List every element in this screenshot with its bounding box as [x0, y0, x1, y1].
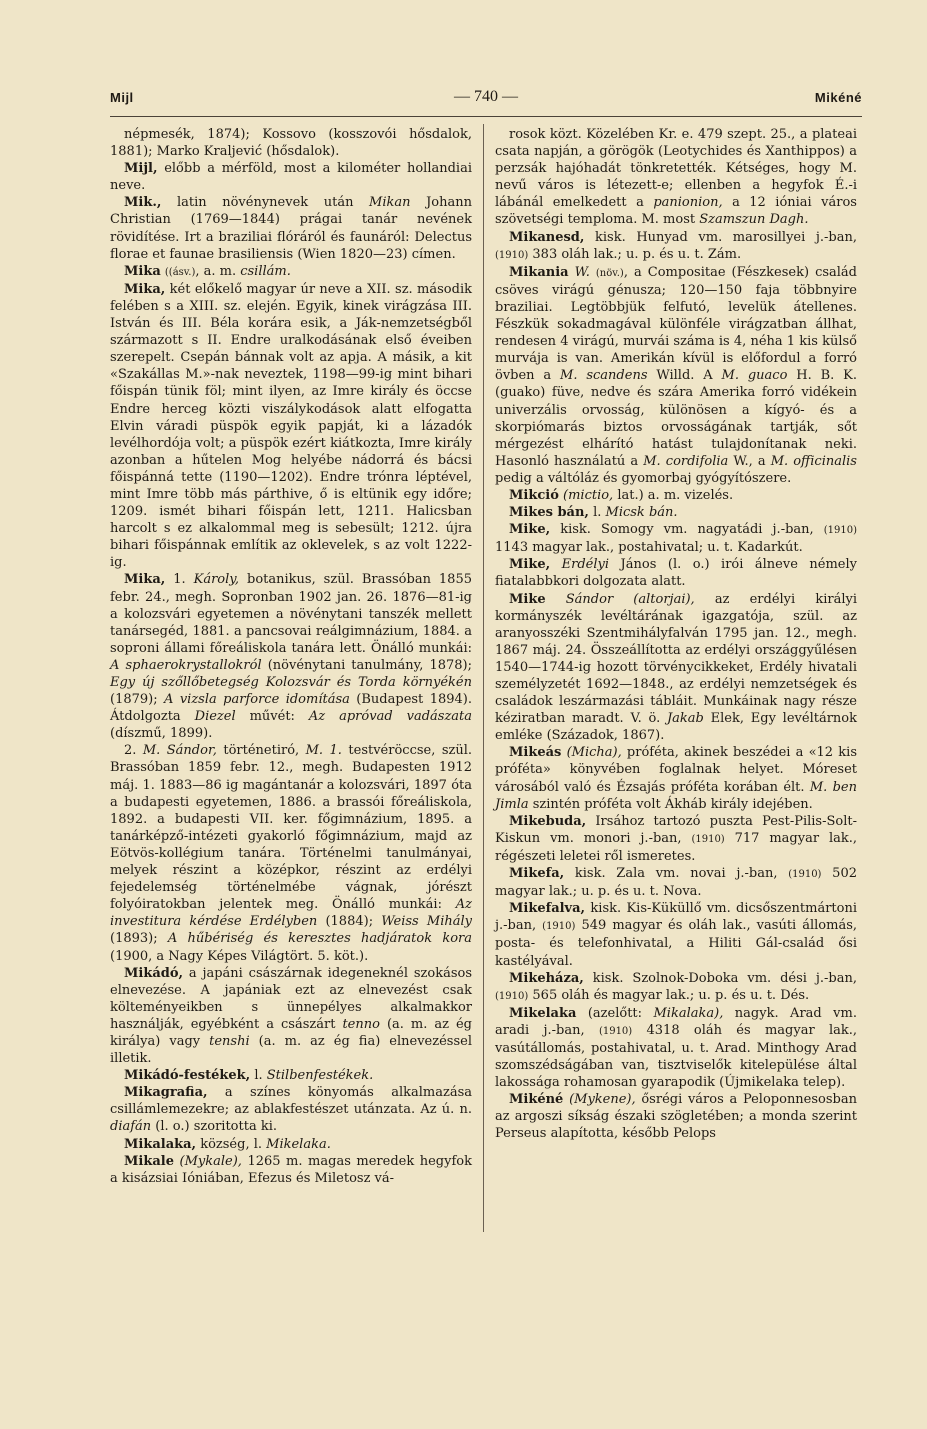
entry-text: (1900, a Nagy Képes Világtört. 5. köt.). — [110, 948, 369, 964]
right-column — [495, 126, 857, 1143]
entry-text: 383 oláh lak.; u. p. és u. t. Zám. — [528, 246, 742, 262]
entry-italic-text: Károly, — [193, 572, 240, 588]
entry-text: l. — [250, 1068, 267, 1084]
entry-text: 502 magyar lak.; u. p. és u. t. Nova. — [495, 866, 857, 900]
entry-text: kisk. Kis-Küküllő vm. dicsőszentmártoni j.-ban, — [495, 901, 857, 934]
entry-headword: Mikagrafia, — [124, 1085, 208, 1101]
entry-text: Elek, Egy levéltárnok emléke (Századok, 1867). — [495, 711, 857, 744]
entry-italic-text: Egy új szőllőbetegség Kolozsvár és Torda környékén — [110, 675, 472, 690]
dictionary-entry — [495, 1005, 857, 1091]
entry-text: pedig a váltóláz és gyomorbaj gyógyítószere. — [495, 470, 792, 486]
entry-text: 2. — [124, 743, 143, 759]
entry-headword: Mijl, — [124, 161, 158, 177]
entry-text: (a. m. az ég fia) elnevezéssel illetik. — [110, 1033, 472, 1067]
entry-text: (1884); — [317, 914, 382, 930]
entry-small-text: (növ.) — [595, 267, 624, 279]
entry-headword: Mikefalva, — [509, 901, 586, 917]
entry-text — [550, 557, 562, 572]
dictionary-entry — [495, 744, 857, 812]
entry-small-text: (1910) — [823, 525, 857, 537]
entry-small-text: (1910) — [691, 833, 725, 845]
entry-small-text: (1910) — [788, 869, 822, 881]
dictionary-entry — [495, 126, 857, 229]
dictionary-entry — [110, 965, 472, 1068]
entry-headword: Mikéné — [509, 1092, 564, 1108]
entry-italic-text: Az investitura kérdése Erdélyben — [110, 897, 472, 930]
entry-text: népmesék, 1874); Kossovo (kosszovói hősdalok, 1881); Marko Kraljević (hősdalok). — [110, 127, 472, 160]
entry-text: 1. — [165, 572, 194, 588]
entry-text: kisk. Hunyad vm. marosillyei j.-ban, — [584, 229, 857, 245]
dictionary-entry — [495, 813, 857, 865]
dictionary-entry — [110, 1136, 472, 1153]
entry-italic-text: (Micha), — [566, 745, 622, 761]
entry-italic-text: M. scandens — [560, 368, 648, 384]
entry-text: lat.) a. m. vizelés. — [613, 487, 734, 503]
entry-italic-text: Szamszun Dagh. — [699, 212, 809, 228]
entry-italic-text: Jakab — [666, 711, 704, 727]
entry-italic-text: Weiss Mihály — [381, 914, 472, 930]
entry-text: kisk. Somogy vm. nagyatádi j.-ban, — [550, 522, 824, 538]
entry-text: (1893); — [110, 931, 168, 947]
entry-italic-text: Erdélyi — [561, 557, 610, 573]
entry-text: próféta, akinek beszédei a «12 kis próféta» könyvében foglalnak helyet. Móreset városából való és Ézsajás próféta korában élt. — [495, 745, 857, 795]
entry-text: ősrégi város a Peloponnesosban az argoszi síkság északi szögletében; a monda szerint Perseus alapította, később Pelops — [495, 1092, 857, 1142]
entry-text: a színes könyomás alkalmazása csillámlemezekre; az ablakfestészet utánzata. Az ú. n. — [110, 1085, 472, 1118]
entry-small-text: (1910) — [542, 921, 576, 933]
entry-headword: Mika, — [124, 572, 166, 588]
entry-italic-text: Mikan — [369, 195, 411, 211]
entry-text: művét: — [235, 709, 309, 725]
entry-italic-text: A hűbériség és keresztes hadjáratok kora — [167, 931, 473, 947]
entry-small-text: (1910) — [598, 1025, 633, 1037]
entry-text: (Budapest 1894). Átdolgozta — [110, 692, 472, 725]
entry-headword: Mike, — [509, 557, 551, 573]
entry-italic-text: tenno — [342, 1016, 380, 1032]
entry-headword: Mikció — [509, 487, 559, 503]
entry-text: János (l. o.) irói álneve némely fiatalabbkori dolgozata alatt. — [495, 557, 858, 590]
entry-headword: Mike, — [509, 522, 551, 538]
entry-italic-text: (Mykale), — [179, 1153, 242, 1169]
entry-text: község, l. — [196, 1136, 267, 1152]
entry-text: két előkelő magyar úr neve a XII. sz. második felében s a XIII. sz. elején. Egyik, kinek virágzása III. István és III. Béla korára esik, a Ják-nemzetségből származott s II. Endre uralkodásának első éveiben szerepelt. Csepán bánnak volt az apja. A másik, a kit «Szakállas M.»-nak neveztek, 1198—99-ig mint bihari főispán tünik föl; mint ilyen, az Imre király és öccse Endre herceg közti viszálykodások alatt elfogatta Elvin váradi püspök egyik papját, ki a lázadók levélhordója volt; a püspök ezért kiátkozta, Imre király azonban a hűtelen Mog helyébe nádorrá és bácsi főispánná tette (1190—1202). Endre trónra léptével, mint Imre több más párthive, ő is eltünik egy időre; 1209. ismét bihari főispán lett, 1211. Halicsban harcolt s ez alkalommal meg is sebesült; 1212. újra bihari főispánnak említik az oklevelek, s az volt 1222-ig. — [110, 281, 472, 571]
entry-headword: Mikania — [509, 264, 569, 280]
entry-headword: Mikeháza, — [509, 970, 584, 986]
entry-italic-text: Az apróvad vadászata — [308, 709, 473, 725]
entry-text: Willd. A — [647, 368, 722, 384]
dictionary-entry — [495, 591, 857, 745]
entry-italic-text: W. — [574, 264, 590, 280]
entry-headword: Mikeás — [509, 745, 562, 761]
dictionary-entry — [495, 556, 857, 590]
entry-headword: Mik., — [124, 195, 162, 211]
entry-italic-text: M. 1. — [305, 743, 342, 759]
entry-headword: Mikefa, — [509, 866, 565, 882]
entry-text: (a. m. az ég királya) vagy — [110, 1016, 473, 1049]
entry-text: szintén próféta volt Ákháb király idejében. — [528, 796, 813, 812]
entry-text: a japáni császárnak idegeneknél szokásos elnevezése. A japániak ezt az elnevezést csak költeményeikben s ünnepélyes alkalmakkor használják, egyébként a császárt — [110, 965, 472, 1032]
entry-italic-text: panionion, — [653, 195, 723, 211]
entry-headword: Mikádó, — [124, 965, 184, 981]
entry-headword: Mikádó-festékek, — [124, 1068, 251, 1084]
entry-small-text: (1910) — [495, 249, 529, 261]
entry-italic-text: (mictio, — [563, 487, 614, 503]
entry-headword: Mikale — [124, 1153, 174, 1169]
header-right-guideword: Mikéné — [814, 90, 862, 105]
entry-italic-text: M. ben Jimla — [495, 779, 857, 812]
dictionary-entry — [110, 160, 472, 194]
entry-text: (növénytani tanulmány, 1878); — [261, 657, 473, 673]
entry-small-text: (1910) — [495, 990, 529, 1002]
entry-italic-text: Stilbenfestékek. — [266, 1068, 374, 1084]
dictionary-entry — [110, 1067, 472, 1084]
entry-text: az erdélyi királyi kormányszék levéltárának igazgatója, szül. az aranyosszéki Szentmihályfalván 1795 jan. 12., megh. 1867 máj. 24. Összeállította az erdélyi országgyűlésen 1540—1744-ig hozott törvénycikkeket, Erdély hivatali személyzetét 1692—1848., az erdélyi nemzetségek és családok leszármazási tábláit. Munkáinak nagy része kéziratban maradt. V. ö. — [495, 591, 857, 727]
entry-italic-text: csillám. — [240, 263, 291, 279]
entry-text: botanikus, szül. Brassóban 1855 febr. 24., megh. Sopronban 1902 jan. 26. 1876—81-ig a kolozsvári egyetemen a növénytani tanszék mellett tanársegéd, 1881. a pancsovai reálgimnázium, 1884. a soproni állami főreáliskola tanára lett. Önálló munkái: — [110, 572, 472, 656]
entry-italic-text: Sándor (altorjai), — [565, 591, 695, 607]
entry-text: (1879); — [110, 692, 165, 708]
dictionary-entry — [495, 865, 857, 900]
dictionary-entry — [495, 487, 857, 504]
entry-text: (díszmű, 1899). — [110, 726, 213, 742]
entry-headword: Mikebuda, — [509, 813, 587, 829]
dictionary-entry — [110, 263, 472, 281]
page-header — [110, 88, 862, 112]
dictionary-entry — [495, 504, 857, 521]
entry-text: l. — [588, 505, 606, 521]
entry-headword: Mikalaka, — [124, 1136, 197, 1152]
entry-text: kisk. Zala vm. novai j.-ban, — [564, 866, 789, 882]
entry-text: előbb a mérföld, most a kilométer hollandiai neve. — [110, 161, 472, 194]
entry-text: W., a — [728, 453, 771, 469]
entry-text: 717 magyar lak., régészeti leletei ről ismeretes. — [495, 830, 858, 864]
entry-text: , a. m. — [195, 263, 241, 279]
entry-italic-text: (Mykene), — [569, 1092, 636, 1108]
entry-text: testvéröccse, szül. Brassóban 1859 febr. 12., megh. Budapesten 1912 máj. 1. 1883—86 ig magántanár a kolozsvári, 1897 óta a budapesti egyetemen, 1886. a brassói főreáliskola, 1892. a budapesti VII. ker. főgimnázium, 1895. a tanárképző-intézeti gyakorló főgimnázium, majd az Eötvös-kollégium tanára. Történelmi tanulmányai, melyek részint a középkor, részint az erdélyi fejedelemség történelmébe vágnak, jórészt folyóiratokban jelentek meg. Önálló munkái: — [110, 743, 472, 913]
entry-headword: Mikes bán, — [509, 505, 589, 521]
entry-text: (l. o.) szoritotta ki. — [151, 1119, 278, 1135]
entry-italic-text: Mikelaka. — [266, 1136, 331, 1152]
dictionary-entry — [110, 194, 472, 262]
entry-italic-text: A sphaerokrystallokról — [110, 657, 262, 673]
header-left-guideword: Mijl — [110, 90, 134, 105]
entry-text: 4318 oláh és magyar lak., vasútállomás, postahivatal, u. t. Arad. Minthogy Arad szomszédságában van, tisztviselők kitelepülése által lakossága rohamosan gyarapodik (Újmikelaka telep). — [495, 1022, 858, 1091]
dictionary-entry — [495, 264, 857, 487]
entry-text: (azelőtt: — [576, 1005, 654, 1021]
entry-small-text: ((ásv.) — [164, 266, 196, 278]
page-number: — 740 — — [454, 88, 518, 105]
dictionary-entry — [110, 281, 472, 572]
entry-text: történetiró, — [216, 743, 306, 759]
entry-text: kisk. Szolnok-Doboka vm. dési j.-ban, — [583, 970, 857, 986]
dictionary-entry — [110, 1084, 472, 1135]
entry-italic-text: Diezel — [194, 709, 236, 725]
entry-text: nagyk. Arad vm. aradi j.-ban, — [495, 1005, 857, 1038]
entry-text: Johann Christian (1769—1844) prágai tanár nevének rövidítése. Irt a braziliai flóráról és faunáról: Delectus florae et faunae brasiliensis (Wien 1820—23) címen. — [110, 195, 472, 262]
entry-text: Irsához tartozó puszta Pest-Pilis-Solt-Kiskun vm. monori j.-ban, — [495, 813, 857, 846]
entry-headword: Mikelaka — [509, 1005, 577, 1021]
entry-text: 1265 m. magas meredek hegyfok a kisázsiai Ióniában, Efezus és Miletosz vá- — [110, 1153, 472, 1186]
header-rule — [110, 116, 862, 117]
entry-text — [546, 592, 566, 607]
column-divider — [483, 124, 484, 1232]
dictionary-entry — [495, 970, 857, 1005]
entry-text: latin növénynevek után — [161, 195, 370, 211]
entry-headword: Mika, — [124, 281, 166, 297]
entry-text: a 12 ióniai város szövetségi temploma. M. most — [495, 195, 857, 228]
dictionary-entry — [495, 521, 857, 556]
dictionary-entry — [495, 900, 857, 969]
entry-headword: Mika — [124, 263, 161, 279]
entry-italic-text: M. officinalis — [770, 453, 857, 469]
dictionary-entry — [495, 1091, 857, 1142]
dictionary-entry — [110, 571, 472, 742]
entry-text: 549 magyar és oláh lak., vasúti állomás, posta- és telefonhivatal, a Hiliti Gál-család ősi kastélyával. — [495, 918, 858, 969]
dictionary-entry — [110, 742, 472, 964]
entry-italic-text: tenshi — [209, 1033, 250, 1049]
entry-text: , a Compositae (Fészkesek) család csöves virágú génusza; 120—150 faja többnyire braziliai. Legtöbbjük felfutó, levelük átellenes. Fészkük sokadmagával különféle virágzatban állhat, rendesen 4 virágú, murvái száma is 4, néha 1 kis külső murvája is van. Amerikán kívül is előfordul a forró övben a — [495, 264, 857, 384]
entry-italic-text: M. guaco — [721, 368, 788, 384]
entry-text: H. B. K. (guako) füve, nedve és szára Amerika forró vidékein univerzális orvosság, különösen a kígyó- és a skorpiómarás biztos orvosságának tartják, sőt mérgezést elhárító hatást tulajdonítanak neki. Hasonló használatú a — [495, 368, 857, 469]
entry-text: 1143 magyar lak., postahivatal; u. t. Kadarkút. — [495, 540, 803, 556]
entry-italic-text: Micsk bán. — [605, 505, 678, 521]
entry-text: rosok közt. Közelében Kr. e. 479 szept. 25., a plateai csata napján, a görögök (Leotychides és Xanthippos) a perzsák hajóhadát tönkretették. Kétséges, hogy M. nevű város is létezett-e; ellenben a hegyfok É.-i lábánál emelkedett a — [495, 127, 857, 211]
entry-italic-text: M. cordifolia — [643, 453, 729, 469]
entry-headword: Mike — [509, 591, 546, 607]
entry-italic-text: M. Sándor, — [142, 743, 217, 759]
entry-italic-text: A vizsla parforce idomítása — [164, 692, 350, 708]
entry-italic-text: diafán — [110, 1119, 152, 1135]
dictionary-entry — [110, 1153, 472, 1187]
entry-text: 565 oláh és magyar lak.; u. p. és u. t. Dés. — [528, 987, 810, 1003]
left-column — [110, 126, 472, 1187]
entry-italic-text: Mikalaka), — [653, 1005, 724, 1021]
dictionary-entry — [495, 229, 857, 264]
entry-headword: Mikanesd, — [509, 229, 585, 245]
dictionary-entry — [110, 126, 472, 160]
